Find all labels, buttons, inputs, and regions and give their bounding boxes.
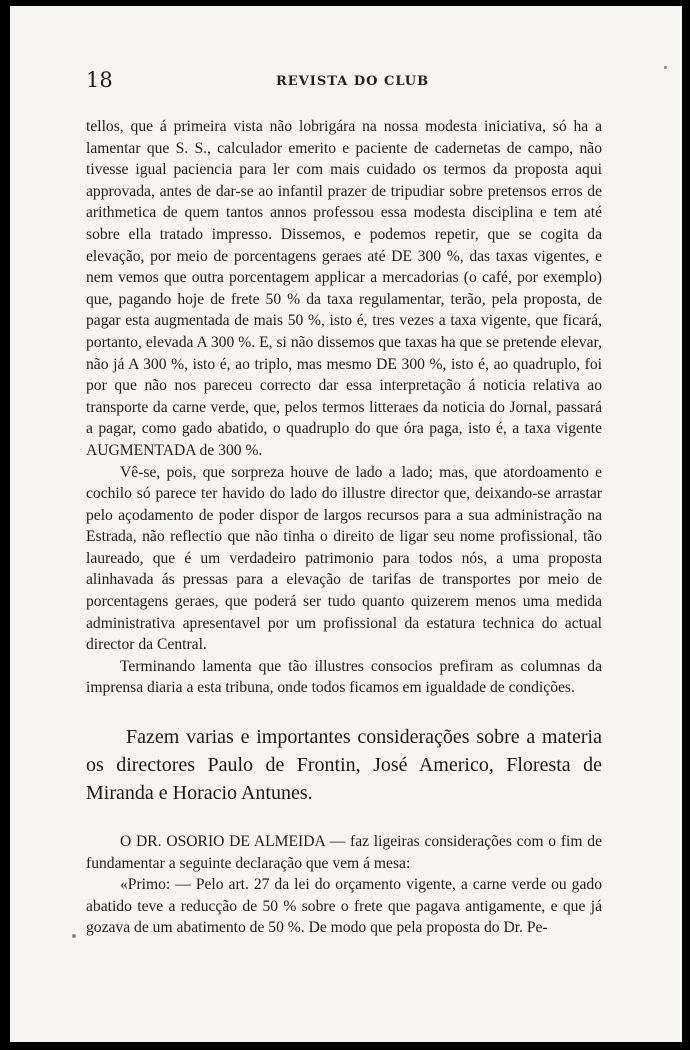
section-heading: Fazem varias e importantes considerações sobre a materia os directores Paulo de Frontin, José Americo, Floresta de Miranda e Horacio Antunes. [86,726,602,805]
scan-speck [72,934,76,938]
paragraph-tellos: tellos, que á primeira vista não lobrigára na nossa modesta iniciativa, só ha a lamentar que S. S., calculador emerito e paciente de cadernetas de campo, não tivesse igual paciencia para ler com mais cuidado os termos da proposta aqui approvada, antes de dar-se ao infantil prazer de tripudiar sobre pretensos erros de arithmetica de quem tantos annos professou essa modesta disciplina e tem até sobre ella tratado impresso. Dissemos, e podemos repetir, que se cogita da elevação, por meio de porcentagens geraes até DE 300 %, das taxas vigentes, e nem vemos que outra porcentagem applicar a mercadorias (o café, por exemplo) que, pagando hoje de frete 50 % da taxa regulamentar, terão, pela proposta, de pagar esta augmentada de mais 50 %, isto é, tres vezes a taxa vigente, que ficará, portanto, elevada A 300 %. E, si não dissemos que taxas ha que se pretende elevar, não já A 300 %, isto é, ao triplo, mas mesmo DE 300 %, isto é, ao quadruplo, foi por que não nos pareceu correcto dar essa interpretação á noticia relativa ao transporte da carne verde, que, pelos termos litteraes da noticia do Jornal, passará a pagar, como gado abatido, o quadruplo do que óra paga, isto é, a taxa vigente AUGMENTADA de 300 %. [86,118,602,459]
paragraph-primo: «Primo: — Pelo art. 27 da lei do orçamento vigente, a carne verde ou gado abatido teve a reducção de 50 % sobre o frete que pagava antigamente, e que já gozava de um abatimento de 50 %. De modo que pela proposta do Dr. Pe- [86,876,602,937]
scan-speck [664,66,667,69]
journal-title: REVISTA DO CLUB [276,74,430,89]
paragraph-terminando: Terminando lamenta que tão illustres consocios prefiram as columnas da imprensa diaria a esta tribuna, onde todos ficamos em igualdade de condições. [86,657,602,697]
paragraph-osorio: O DR. OSORIO DE ALMEIDA — faz ligeiras considerações com o fim de fundamentar a seguinte declaração que vem á mesa: [86,833,602,872]
article-body [86,116,602,939]
running-head [86,68,606,96]
paragraph-ve-se: Vê-se, pois, que sorpreza houve de lado a lado; mas, que atordoamento e cochilo só parece ter havido do lado do illustre director que, deixando-se arrastar pelo açodamento de poder dispor de largos recursos para a sua administração na Estrada, não reflectio que não tinha o direito de ligar seu nome profissional, tão laureado, que é um verdadeiro patrimonio para todos nós, a uma proposta alinhavada ás pressas para a elevação de tarifas de transportes por meio de porcentagens geraes, que poderá ser tudo quanto quizerem menos uma medida administrativa apresentavel por um profissional da estatura technica do actual director da Central. [86,463,602,654]
page-number: 18 [86,68,113,92]
scanned-page [10,6,682,1042]
